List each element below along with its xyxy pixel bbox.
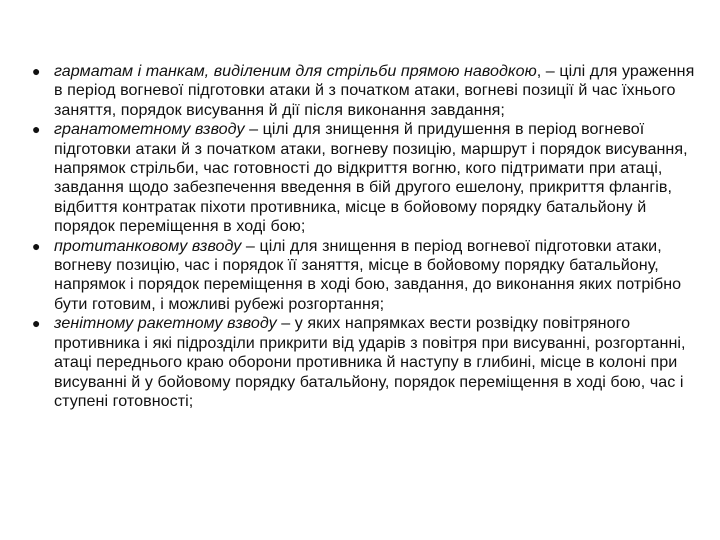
item-term: зенітному ракетному взводу [54,314,277,333]
item-text: – цілі для знищення й придушення в період вогневої підготовки атаки й з початком атаки, вогневу позицію, маршрут і порядок висування, напрямок стрільби, час готовності до відкриття вогню, кого підтримати при атаці, завдання щодо забезпечення введення в бій другого ешелону, прикриття флангів, відбиття контратак піхоти противника, місце в бойовому порядку батальйону й порядок переміщення в ході бою; [54,120,688,236]
item-term: протитанковому взводу [54,236,242,255]
bullet-icon: ● [32,63,41,79]
item-term: гарматам і танкам, виділеним для стрільби прямою наводкою [54,62,537,80]
item-text: , – цілі для ураження в період вогневої підготовки атаки й з початком атаки, вогневі позиції й час їхнього заняття, порядок висування й дії після виконання завдання; [54,62,695,119]
item-term: гранатометному взводу [54,120,245,139]
list-item [32,62,696,120]
document-body [32,62,696,411]
list-item [32,314,696,411]
bullet-icon: ● [32,121,41,138]
bullet-icon: ● [32,315,41,332]
item-text: – цілі для знищення в період вогневої підготовки атаки, вогневу позицію, час і порядок її заняття, місце в бойовому порядку батальйону, напрямок і порядок переміщення в ході бою, завдання, до виконання яких потрібно бути готовим, і можливі рубежі розгортання; [54,236,682,313]
list-item [32,120,696,236]
item-text: – у яких напрямках вести розвідку повітряного противника і які підрозділи прикрити від ударів з повітря при висуванні, розгортанні, атаці переднього краю оборони противника й наступу в глибині, місце в колоні при висуванні й у бойовому порядку батальйону, порядок переміщення в ході бою, час і ступені готовності; [54,314,686,410]
list-item [32,237,696,315]
bullet-icon: ● [32,237,41,254]
